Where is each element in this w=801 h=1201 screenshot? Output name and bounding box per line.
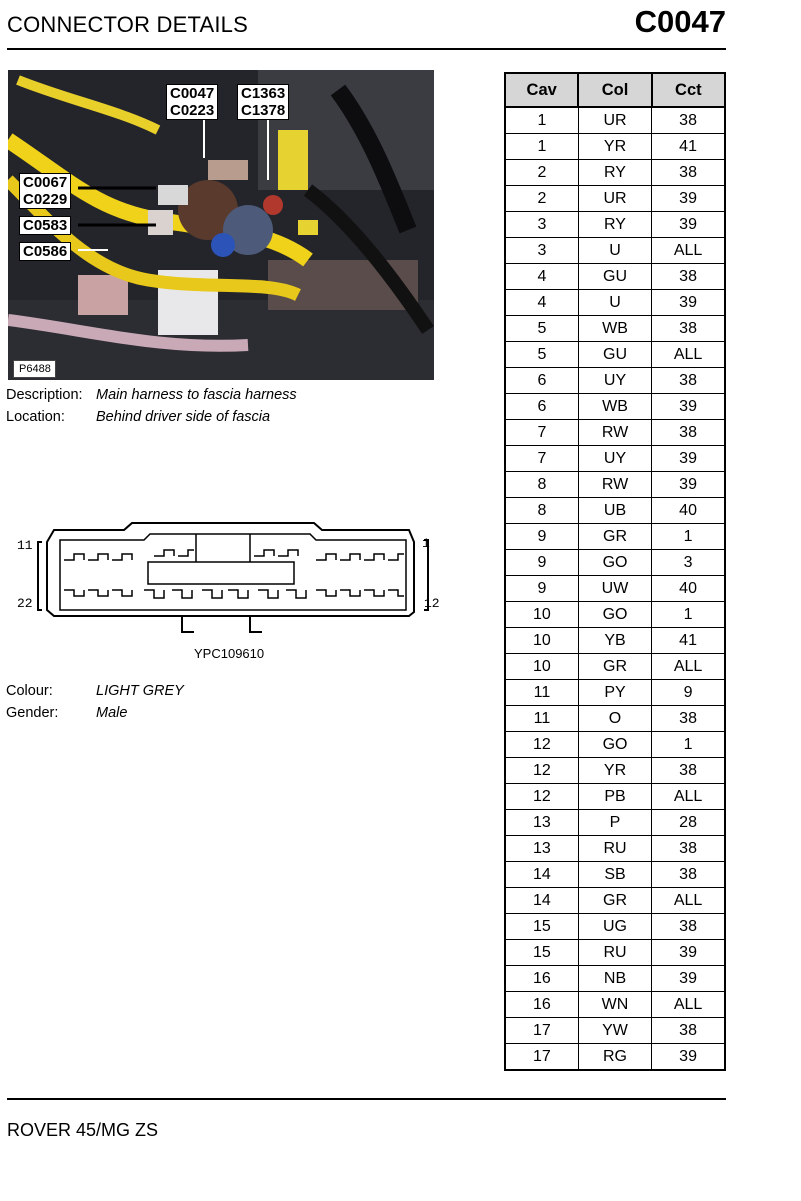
cavity-cell: 12: [505, 784, 578, 810]
circuit-cell: ALL: [652, 992, 725, 1018]
location-value: Behind driver side of fascia: [96, 409, 271, 425]
cavity-cell: 5: [505, 316, 578, 342]
callout-c0067-c0229: [19, 173, 71, 209]
colour-cell: PY: [578, 680, 651, 706]
colour-cell: UR: [578, 186, 651, 212]
pin-label-top-right: 1: [422, 536, 430, 551]
cavity-cell: 2: [505, 160, 578, 186]
cavity-cell: 13: [505, 836, 578, 862]
table-row: [505, 160, 725, 186]
lower-pin-row: [64, 590, 404, 598]
callout-c0583: [19, 216, 71, 235]
cavity-cell: 9: [505, 576, 578, 602]
circuit-cell: 41: [652, 134, 725, 160]
cavity-cell: 6: [505, 368, 578, 394]
cavity-cell: 2: [505, 186, 578, 212]
footer-rule: [7, 1098, 726, 1100]
cavity-cell: 3: [505, 238, 578, 264]
circuit-cell: 39: [652, 446, 725, 472]
callout-line: C0067: [23, 174, 68, 191]
header-col: Col: [578, 73, 651, 107]
callout-c0047-c0223: [166, 84, 218, 120]
table-row: [505, 342, 725, 368]
circuit-cell: 40: [652, 498, 725, 524]
table-row: [505, 654, 725, 680]
description-label: Description:: [6, 387, 83, 403]
circuit-cell: 38: [652, 758, 725, 784]
circuit-cell: ALL: [652, 654, 725, 680]
circuit-cell: 39: [652, 290, 725, 316]
circuit-cell: 41: [652, 628, 725, 654]
page-title: CONNECTOR DETAILS: [7, 12, 248, 37]
circuit-cell: 39: [652, 1044, 725, 1071]
cavity-cell: 1: [505, 134, 578, 160]
circuit-cell: 40: [652, 576, 725, 602]
colour-cell: RW: [578, 420, 651, 446]
description-value: Main harness to fascia harness: [96, 387, 297, 403]
colour-cell: UW: [578, 576, 651, 602]
table-row: [505, 992, 725, 1018]
table-row: [505, 498, 725, 524]
photo-reference: P6488: [13, 360, 56, 378]
cavity-cell: 4: [505, 264, 578, 290]
harness-photo-illustration: [8, 70, 434, 380]
circuit-cell: 38: [652, 706, 725, 732]
colour-label: Colour:: [6, 683, 53, 699]
circuit-cell: 38: [652, 264, 725, 290]
colour-cell: GR: [578, 888, 651, 914]
colour-cell: GU: [578, 264, 651, 290]
gender-value: Male: [96, 705, 128, 721]
table-row: [505, 186, 725, 212]
table-row: [505, 966, 725, 992]
circuit-cell: 39: [652, 212, 725, 238]
circuit-cell: ALL: [652, 888, 725, 914]
circuit-cell: 38: [652, 862, 725, 888]
colour-cell: GU: [578, 342, 651, 368]
table-row: [505, 107, 725, 134]
circuit-cell: 1: [652, 602, 725, 628]
page-header: [7, 0, 726, 50]
colour-cell: GR: [578, 654, 651, 680]
callout-line: C0583: [23, 217, 68, 234]
table-row: [505, 316, 725, 342]
circuit-cell: 38: [652, 316, 725, 342]
circuit-cell: 38: [652, 914, 725, 940]
colour-cell: SB: [578, 862, 651, 888]
colour-cell: U: [578, 290, 651, 316]
colour-cell: U: [578, 238, 651, 264]
table-row: [505, 550, 725, 576]
colour-cell: YR: [578, 134, 651, 160]
circuit-cell: 39: [652, 472, 725, 498]
cavity-cell: 12: [505, 758, 578, 784]
colour-cell: GO: [578, 602, 651, 628]
colour-cell: WB: [578, 394, 651, 420]
table-row: [505, 732, 725, 758]
table-body: [505, 107, 725, 1070]
table-row: [505, 940, 725, 966]
cavity-cell: 10: [505, 628, 578, 654]
colour-cell: UG: [578, 914, 651, 940]
table-row: [505, 1044, 725, 1071]
colour-cell: GR: [578, 524, 651, 550]
cavity-cell: 8: [505, 472, 578, 498]
callout-c0586: [19, 242, 71, 261]
cavity-cell: 7: [505, 446, 578, 472]
table-row: [505, 290, 725, 316]
callout-line: C1378: [241, 102, 286, 119]
cavity-cell: 14: [505, 862, 578, 888]
table-row: [505, 394, 725, 420]
table-row: [505, 524, 725, 550]
cavity-cell: 9: [505, 524, 578, 550]
cavity-cell: 3: [505, 212, 578, 238]
colour-value: LIGHT GREY: [96, 683, 184, 699]
table-row: [505, 810, 725, 836]
colour-cell: UY: [578, 368, 651, 394]
colour-cell: UY: [578, 446, 651, 472]
colour-cell: GO: [578, 550, 651, 576]
table-row: [505, 368, 725, 394]
table-row: [505, 472, 725, 498]
colour-cell: P: [578, 810, 651, 836]
colour-cell: YB: [578, 628, 651, 654]
colour-cell: UB: [578, 498, 651, 524]
colour-cell: UR: [578, 107, 651, 134]
connector-location-photo: [8, 70, 434, 380]
pin-label-bottom-right: 12: [424, 596, 440, 611]
callout-line: C1363: [241, 85, 286, 102]
table-row: [505, 914, 725, 940]
circuit-cell: 39: [652, 940, 725, 966]
description-row: [6, 386, 297, 404]
table-row: [505, 784, 725, 810]
diagram-reference: YPC109610: [194, 646, 265, 661]
colour-cell: PB: [578, 784, 651, 810]
colour-cell: YR: [578, 758, 651, 784]
table-row: [505, 706, 725, 732]
circuit-cell: ALL: [652, 342, 725, 368]
circuit-cell: 38: [652, 420, 725, 446]
pinout-table: [504, 72, 726, 1071]
circuit-cell: 39: [652, 966, 725, 992]
callout-c1363-c1378: [237, 84, 289, 120]
upper-pin-row: [64, 550, 404, 560]
cavity-cell: 17: [505, 1018, 578, 1044]
circuit-cell: 28: [652, 810, 725, 836]
colour-cell: RU: [578, 836, 651, 862]
cavity-cell: 13: [505, 810, 578, 836]
callout-line: C0586: [23, 243, 68, 260]
table-row: [505, 446, 725, 472]
colour-cell: RY: [578, 160, 651, 186]
footer-model: ROVER 45/MG ZS: [7, 1120, 159, 1140]
colour-cell: RU: [578, 940, 651, 966]
circuit-cell: 38: [652, 368, 725, 394]
cavity-cell: 14: [505, 888, 578, 914]
circuit-cell: ALL: [652, 784, 725, 810]
circuit-cell: 38: [652, 160, 725, 186]
cavity-cell: 5: [505, 342, 578, 368]
colour-cell: RW: [578, 472, 651, 498]
table-row: [505, 576, 725, 602]
table-row: [505, 212, 725, 238]
circuit-cell: 38: [652, 107, 725, 134]
table-row: [505, 1018, 725, 1044]
table-header-row: [505, 73, 725, 107]
circuit-cell: ALL: [652, 238, 725, 264]
circuit-cell: 1: [652, 524, 725, 550]
circuit-cell: 38: [652, 1018, 725, 1044]
cavity-cell: 12: [505, 732, 578, 758]
callout-line: C0229: [23, 191, 68, 208]
cavity-cell: 6: [505, 394, 578, 420]
colour-cell: WB: [578, 316, 651, 342]
cavity-cell: 11: [505, 680, 578, 706]
cavity-cell: 1: [505, 107, 578, 134]
table-row: [505, 238, 725, 264]
colour-cell: GO: [578, 732, 651, 758]
table-row: [505, 680, 725, 706]
table-row: [505, 758, 725, 784]
circuit-cell: 1: [652, 732, 725, 758]
cavity-cell: 16: [505, 992, 578, 1018]
gender-label: Gender:: [6, 705, 59, 721]
pin-label-bottom-left: 22: [17, 596, 33, 611]
table-row: [505, 888, 725, 914]
pin-label-top-left: 11: [17, 538, 33, 553]
connector-code: C0047: [634, 4, 726, 39]
cavity-cell: 10: [505, 602, 578, 628]
header-cct: Cct: [652, 73, 725, 107]
table-row: [505, 602, 725, 628]
callout-line: C0223: [170, 102, 215, 119]
table-row: [505, 134, 725, 160]
table-row: [505, 264, 725, 290]
connector-face-diagram: [14, 520, 446, 665]
table-row: [505, 420, 725, 446]
circuit-cell: 39: [652, 186, 725, 212]
cavity-cell: 11: [505, 706, 578, 732]
callout-line: C0047: [170, 85, 215, 102]
cavity-cell: 15: [505, 940, 578, 966]
colour-cell: NB: [578, 966, 651, 992]
header-cav: Cav: [505, 73, 578, 107]
circuit-cell: 9: [652, 680, 725, 706]
table-row: [505, 862, 725, 888]
colour-cell: WN: [578, 992, 651, 1018]
cavity-cell: 7: [505, 420, 578, 446]
location-label: Location:: [6, 409, 65, 425]
circuit-cell: 38: [652, 836, 725, 862]
gender-row: [6, 704, 127, 722]
colour-cell: RG: [578, 1044, 651, 1071]
colour-cell: RY: [578, 212, 651, 238]
connector-outline: [14, 520, 446, 645]
cavity-cell: 9: [505, 550, 578, 576]
cavity-cell: 8: [505, 498, 578, 524]
circuit-cell: 39: [652, 394, 725, 420]
colour-cell: O: [578, 706, 651, 732]
colour-row: [6, 682, 184, 700]
cavity-cell: 10: [505, 654, 578, 680]
cavity-cell: 15: [505, 914, 578, 940]
cavity-cell: 17: [505, 1044, 578, 1071]
circuit-cell: 3: [652, 550, 725, 576]
cavity-cell: 4: [505, 290, 578, 316]
table-row: [505, 836, 725, 862]
colour-cell: YW: [578, 1018, 651, 1044]
cavity-cell: 16: [505, 966, 578, 992]
location-row: [6, 408, 270, 426]
table-row: [505, 628, 725, 654]
